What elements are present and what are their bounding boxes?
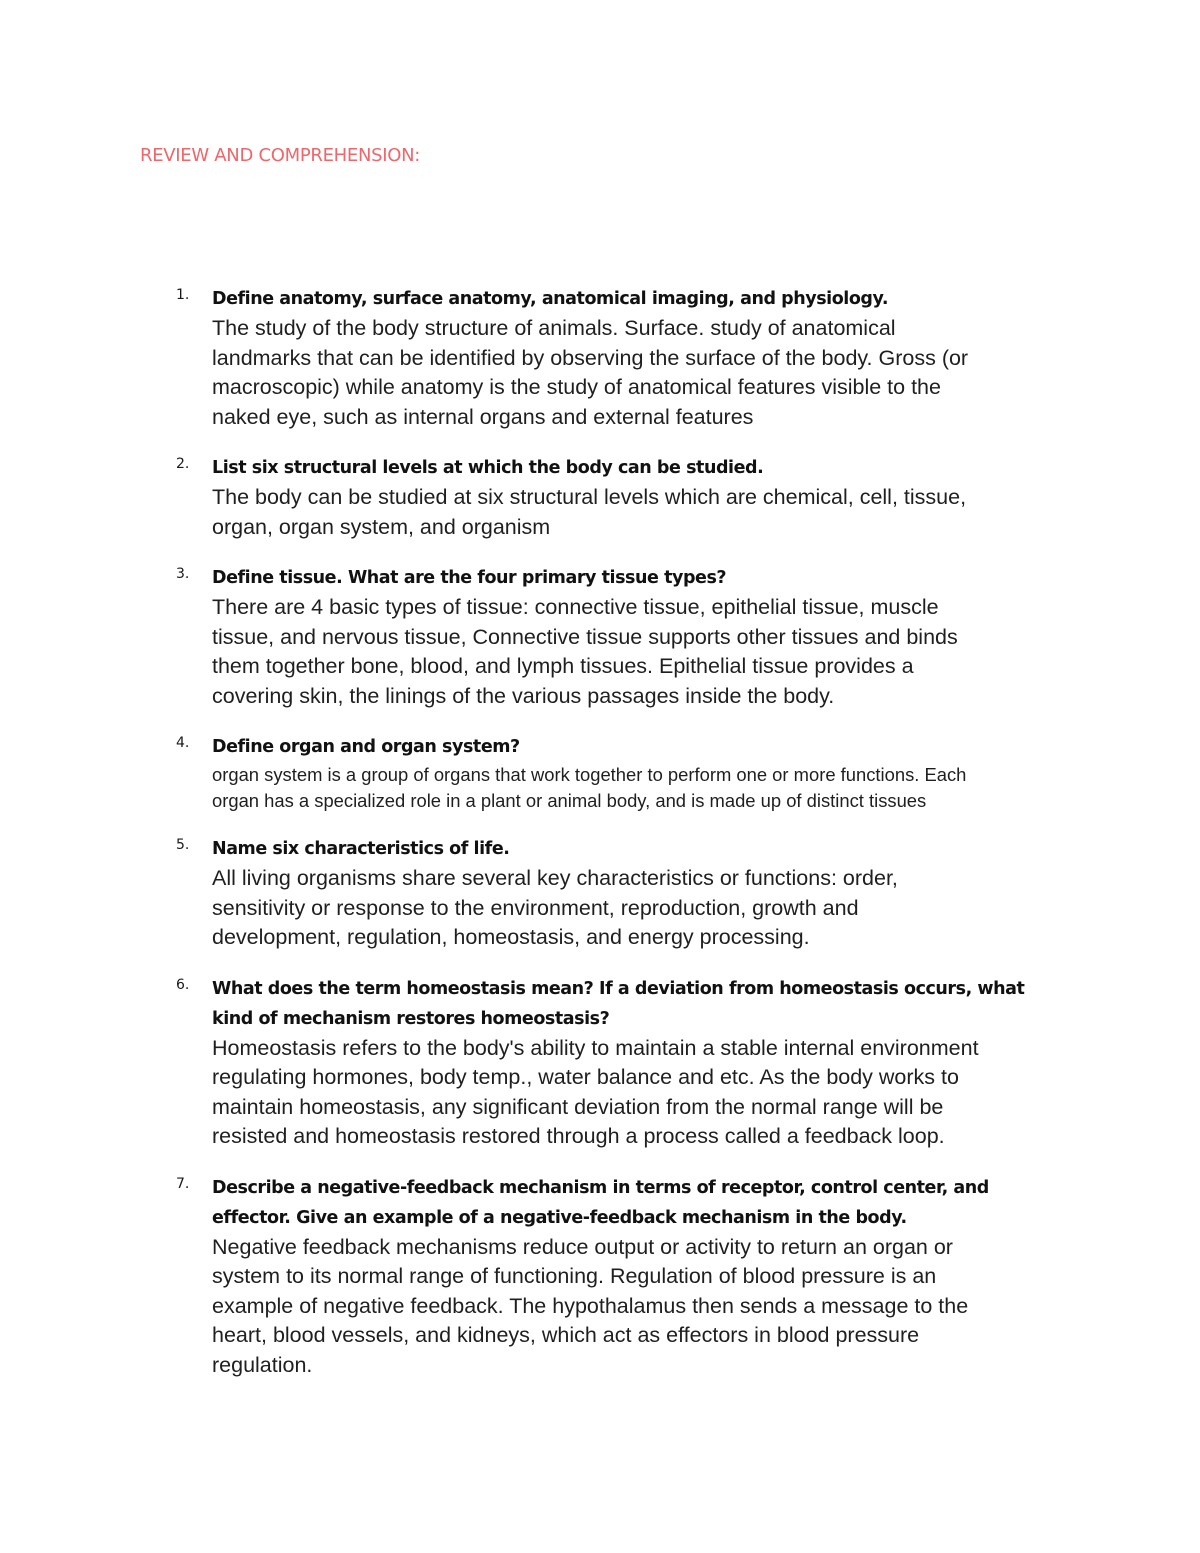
answer-line: regulation. [212, 1352, 313, 1377]
answer-line: naked eye, such as internal organs and external features [212, 404, 754, 429]
answer-line: tissue, and nervous tissue, Connective tissue supports other tissues and binds [212, 624, 958, 649]
answer-line: regulating hormones, body temp., water balance and etc. As the body works to [212, 1065, 959, 1089]
answer-text [212, 593, 1100, 711]
question-number: 4. [176, 735, 190, 751]
answer-line: macroscopic) while anatomy is the study of anatomical features visible to the [212, 375, 941, 399]
answer-line: organ, organ system, and organism [212, 514, 551, 539]
answer-line: development, regulation, homeostasis, and energy processing. [212, 925, 810, 949]
answer-line: maintain homeostasis, any significant deviation from the normal range will be [212, 1094, 944, 1119]
question-text [212, 974, 1100, 1034]
answer-line: covering skin, the linings of the various passages inside the body. [212, 683, 835, 708]
question-number: 5. [176, 837, 190, 853]
answer-line: system to its normal range of functioning. Regulation of blood pressure is an [212, 1264, 937, 1288]
question-text: List six structural levels at which the body can be studied. [212, 458, 764, 478]
question-number: 1. [176, 287, 190, 303]
answer-line: landmarks that can be identified by observing the surface of the body. Gross (or [212, 345, 969, 370]
answer-text [212, 762, 1100, 813]
question-line: Describe a negative-feedback mechanism in terms of receptor, control center, and [212, 1177, 989, 1198]
answer-line: resisted and homeostasis restored through a process called a feedback loop. [212, 1124, 945, 1148]
answer-line: There are 4 basic types of tissue: connective tissue, epithelial tissue, muscle [212, 595, 939, 619]
answer-line: heart, blood vessels, and kidneys, which act as effectors in blood pressure [212, 1323, 920, 1347]
answer-line: All living organisms share several key characteristics or functions: order, [212, 866, 898, 890]
answer-line: Negative feedback mechanisms reduce output or activity to return an organ or [212, 1234, 953, 1259]
answer-line: sensitivity or response to the environment, reproduction, growth and [212, 895, 859, 920]
answer-line: example of negative feedback. The hypothalamus then sends a message to the [212, 1293, 969, 1318]
question-text: Define anatomy, surface anatomy, anatomical imaging, and physiology. [212, 289, 889, 309]
question-item [0, 974, 1200, 1152]
question-text: Define tissue. What are the four primary tissue types? [212, 568, 727, 588]
question-item [0, 453, 1200, 542]
answer-line: Homeostasis refers to the body's ability to maintain a stable internal environment [212, 1035, 979, 1060]
question-text: Define organ and organ system? [212, 737, 520, 757]
question-number: 7. [176, 1175, 190, 1192]
answer-line: them together bone, blood, and lymph tissues. Epithelial tissue provides a [212, 654, 914, 678]
answer-text [212, 864, 1100, 953]
answer-line: The body can be studied at six structural levels which are chemical, cell, tissue, [212, 485, 967, 509]
question-item [0, 834, 1200, 953]
answer-line: organ has a specialized role in a plant or animal body, and is made up of distinct tissues [212, 789, 927, 811]
question-item [0, 1173, 1200, 1381]
answer-text [212, 314, 1100, 432]
question-item [0, 732, 1200, 813]
question-text: Name six characteristics of life. [212, 839, 510, 859]
answer-text [212, 1233, 1100, 1381]
question-list [0, 284, 1200, 1401]
answer-text [212, 1034, 1100, 1152]
document-title: REVIEW AND COMPREHENSION: [140, 145, 421, 166]
question-number: 3. [176, 566, 190, 582]
question-text [212, 1173, 1100, 1233]
question-item [0, 563, 1200, 711]
question-line: kind of mechanism restores homeostasis? [212, 1008, 610, 1029]
question-number: 6. [176, 976, 190, 993]
question-number: 2. [176, 456, 190, 472]
answer-line: The study of the body structure of animals. Surface. study of anatomical [212, 316, 896, 340]
answer-text [212, 483, 1100, 542]
question-item [0, 284, 1200, 432]
answer-line: organ system is a group of organs that work together to perform one or more functions. Each [212, 764, 967, 785]
question-line: effector. Give an example of a negative-feedback mechanism in the body. [212, 1207, 907, 1228]
question-line: What does the term homeostasis mean? If a deviation from homeostasis occurs, what [212, 978, 1025, 999]
